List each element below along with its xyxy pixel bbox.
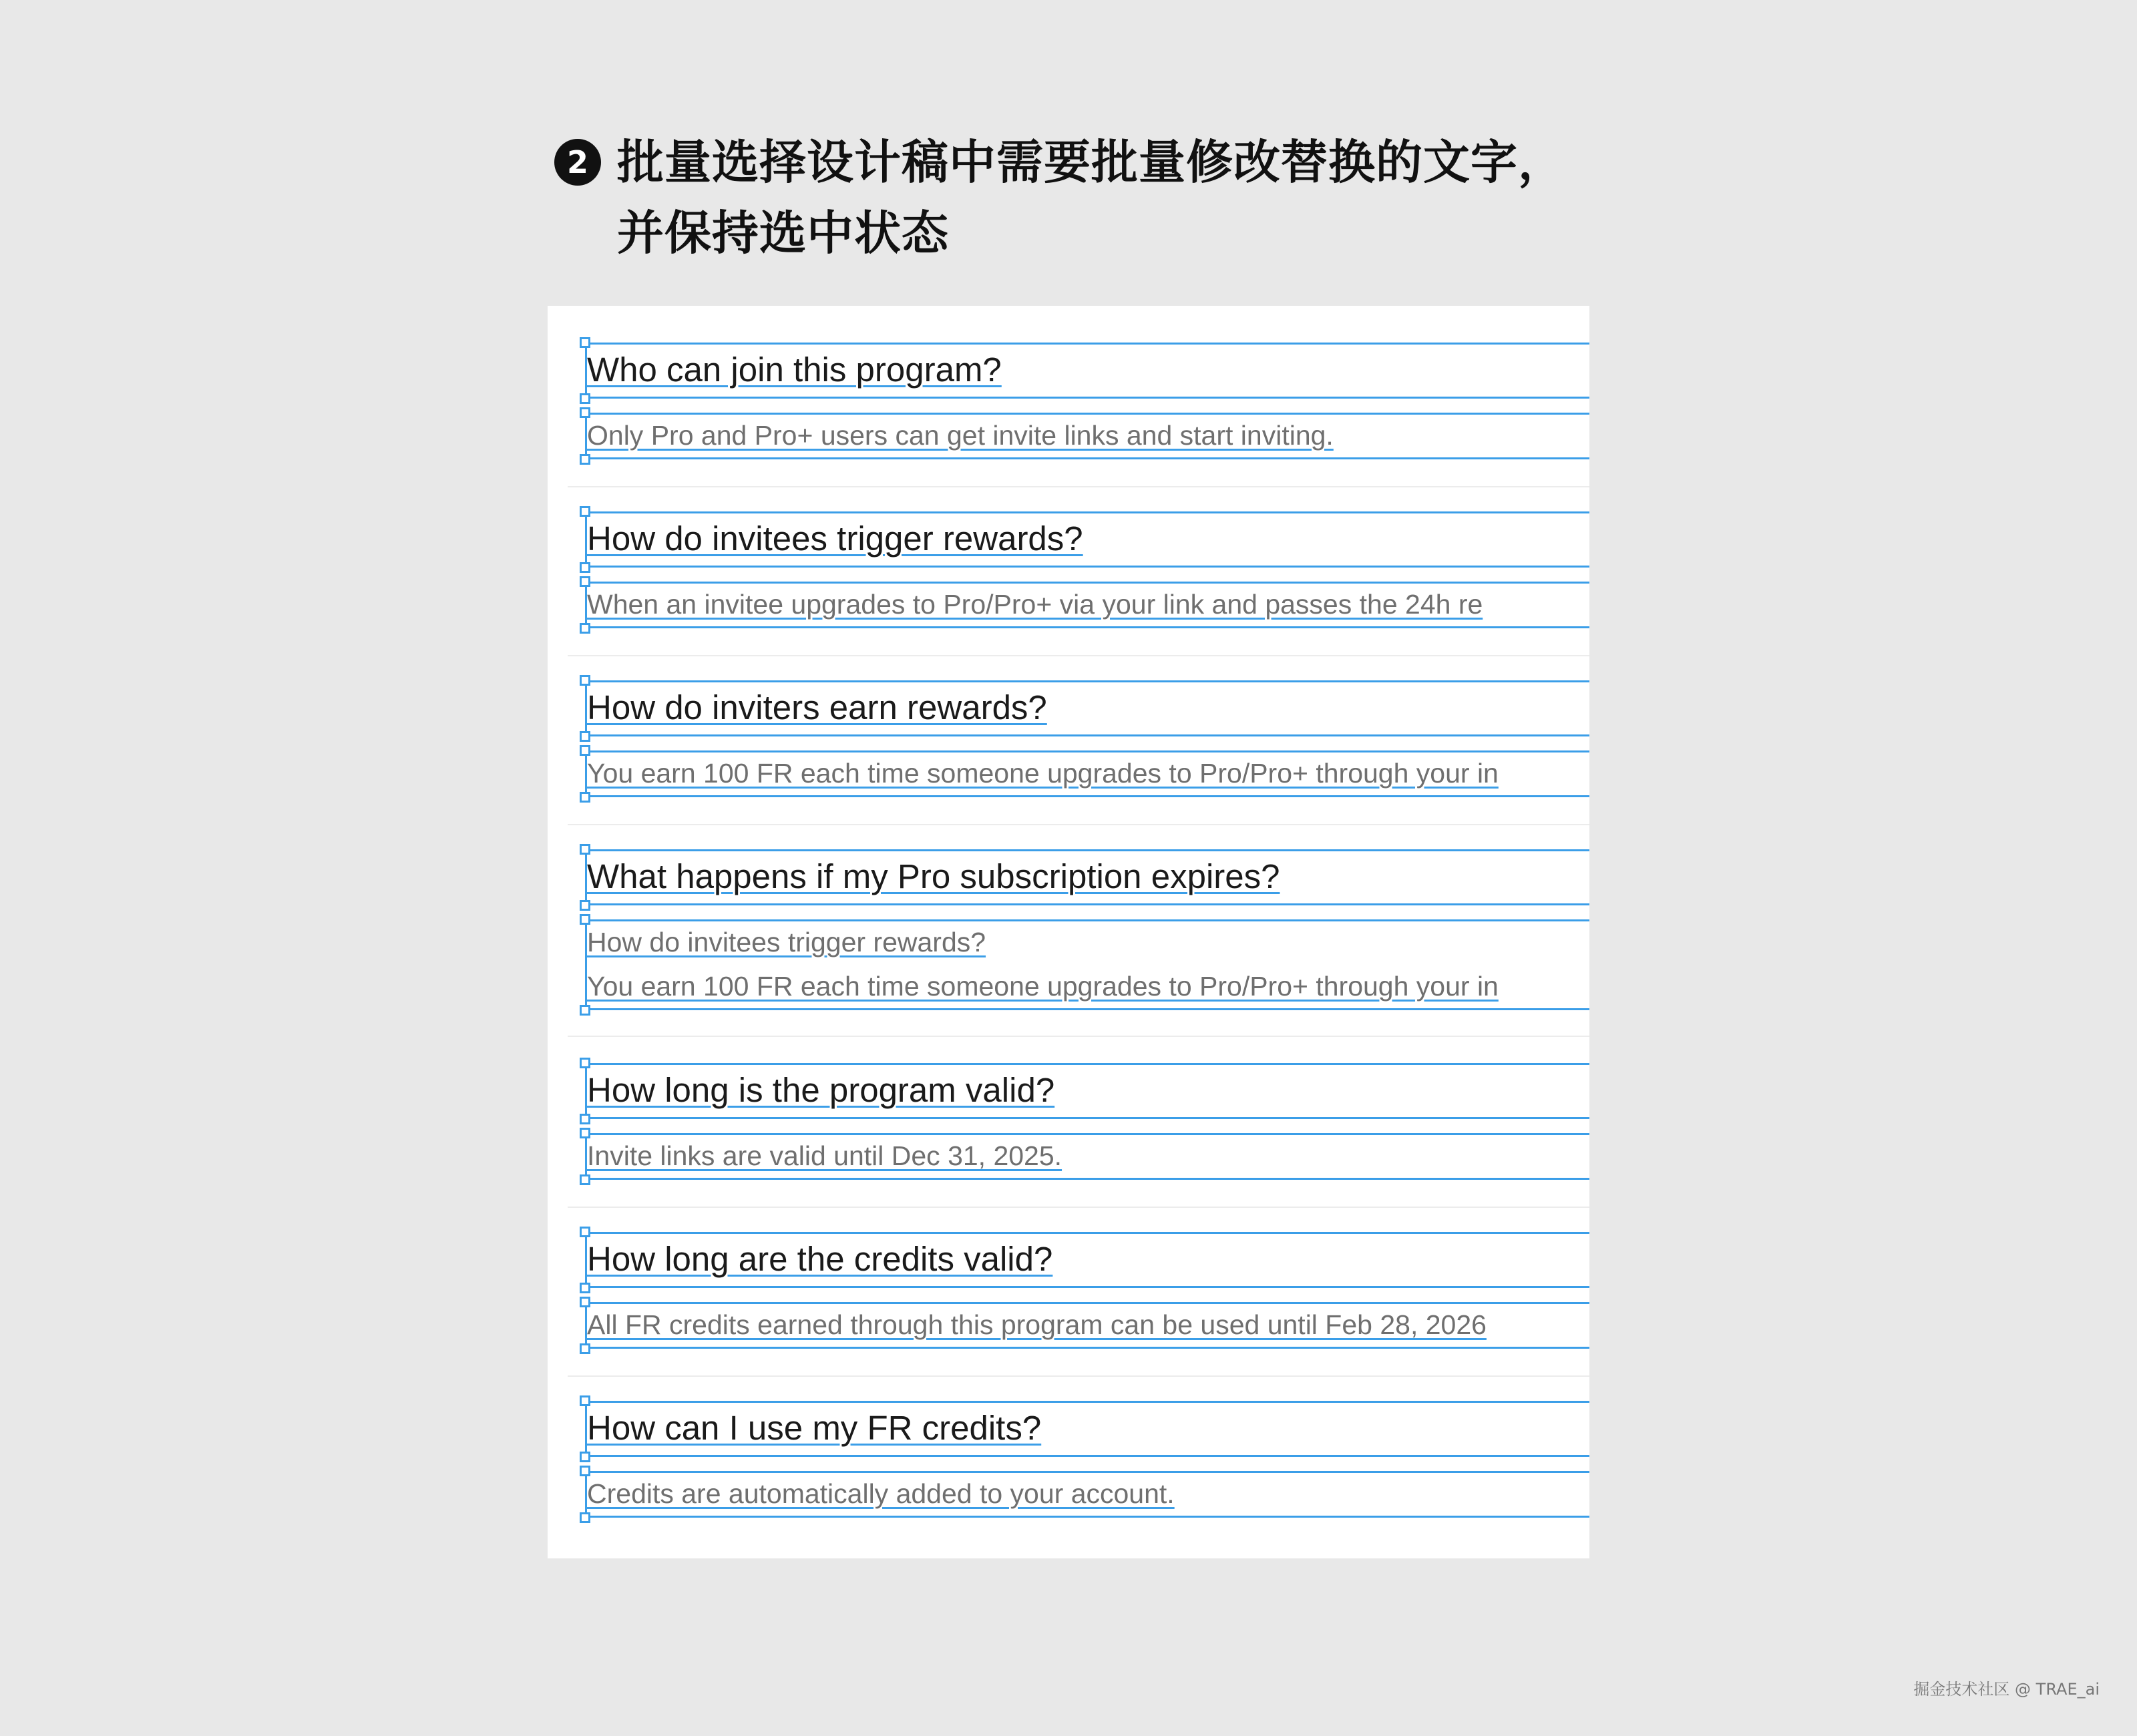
selection-handle[interactable] bbox=[580, 393, 590, 404]
faq-question-text: How long is the program valid? bbox=[587, 1071, 1055, 1109]
faq-question-text: How do invitees trigger rewards? bbox=[587, 519, 1083, 558]
faq-question-text: How can I use my FR credits? bbox=[587, 1409, 1042, 1447]
faq-question-selected[interactable] bbox=[585, 849, 1589, 905]
faq-question-selected[interactable] bbox=[585, 343, 1589, 399]
selection-handle[interactable] bbox=[580, 1174, 590, 1185]
selection-handle[interactable] bbox=[580, 844, 590, 855]
faq-question-selected[interactable] bbox=[585, 680, 1589, 736]
faq-divider bbox=[568, 1375, 1589, 1377]
selection-handle[interactable] bbox=[580, 454, 590, 465]
faq-question-text: How do inviters earn rewards? bbox=[587, 688, 1047, 726]
selection-handle[interactable] bbox=[580, 914, 590, 925]
selection-handle[interactable] bbox=[580, 1343, 590, 1354]
selection-handle[interactable] bbox=[580, 1128, 590, 1138]
selection-handle[interactable] bbox=[580, 562, 590, 573]
selection-handle[interactable] bbox=[580, 1058, 590, 1068]
faq-answer-selected[interactable] bbox=[585, 1133, 1589, 1180]
selection-handle[interactable] bbox=[580, 731, 590, 742]
faq-answer-text: Only Pro and Pro+ users can get invite links and start inviting. bbox=[587, 420, 1334, 451]
step-title-line-2: 并保持选中状态 bbox=[617, 206, 949, 260]
faq-answer-selected[interactable] bbox=[585, 919, 1589, 1010]
faq-answer-selected[interactable] bbox=[585, 750, 1589, 797]
selection-handle[interactable] bbox=[580, 623, 590, 634]
selection-handle[interactable] bbox=[580, 1114, 590, 1124]
faq-answer-selected[interactable] bbox=[585, 413, 1589, 459]
selection-handle[interactable] bbox=[580, 506, 590, 517]
faq-answer-text: Invite links are valid until Dec 31, 2025. bbox=[587, 1140, 1062, 1171]
selection-handle[interactable] bbox=[580, 1227, 590, 1237]
selection-handle[interactable] bbox=[580, 1395, 590, 1406]
faq-answer-text: You earn 100 FR each time someone upgrades to Pro/Pro+ through your in bbox=[587, 971, 1499, 1002]
selection-handle[interactable] bbox=[580, 1452, 590, 1462]
faq-answer-text: You earn 100 FR each time someone upgrades to Pro/Pro+ through your in bbox=[587, 758, 1499, 789]
faq-answer-text: All FR credits earned through this program can be used until Feb 28, 2026 bbox=[587, 1309, 1487, 1340]
faq-divider bbox=[568, 655, 1589, 656]
faq-answer-selected[interactable] bbox=[585, 1302, 1589, 1349]
faq-question-text: How long are the credits valid? bbox=[587, 1240, 1053, 1278]
selection-handle[interactable] bbox=[580, 1005, 590, 1016]
faq-question-selected[interactable] bbox=[585, 1063, 1589, 1119]
faq-design-frame[interactable] bbox=[548, 306, 1589, 1558]
faq-answer-text: When an invitee upgrades to Pro/Pro+ via your link and passes the 24h re bbox=[587, 589, 1483, 620]
faq-question-selected[interactable] bbox=[585, 1232, 1589, 1288]
selection-handle[interactable] bbox=[580, 1297, 590, 1307]
step-title bbox=[617, 127, 1565, 268]
selection-handle[interactable] bbox=[580, 576, 590, 587]
faq-answer-text: How do invitees trigger rewards? bbox=[587, 927, 986, 957]
faq-answer-text: Credits are automatically added to your account. bbox=[587, 1478, 1175, 1509]
selection-handle[interactable] bbox=[580, 407, 590, 418]
selection-handle[interactable] bbox=[580, 900, 590, 911]
faq-divider bbox=[568, 824, 1589, 825]
selection-handle[interactable] bbox=[580, 675, 590, 686]
faq-question-text: Who can join this program? bbox=[587, 351, 1002, 389]
selection-handle[interactable] bbox=[580, 337, 590, 348]
faq-answer-selected[interactable] bbox=[585, 582, 1589, 628]
faq-divider bbox=[568, 486, 1589, 487]
faq-answer-selected[interactable] bbox=[585, 1471, 1589, 1518]
selection-handle[interactable] bbox=[580, 1466, 590, 1476]
selection-handle[interactable] bbox=[580, 792, 590, 803]
step-number-badge: 2 bbox=[554, 139, 601, 186]
faq-question-text: What happens if my Pro subscription expires? bbox=[587, 857, 1280, 895]
watermark: 掘金技术社区 @ TRAE_ai bbox=[1913, 1680, 2100, 1699]
faq-divider bbox=[568, 1036, 1589, 1037]
selection-handle[interactable] bbox=[580, 745, 590, 756]
selection-handle[interactable] bbox=[580, 1512, 590, 1523]
selection-handle[interactable] bbox=[580, 1283, 590, 1293]
faq-divider bbox=[568, 1207, 1589, 1208]
faq-question-selected[interactable] bbox=[585, 511, 1589, 568]
step-title-line-1: 批量选择设计稿中需要批量修改替换的文字， bbox=[617, 135, 1565, 190]
faq-question-selected[interactable] bbox=[585, 1401, 1589, 1457]
